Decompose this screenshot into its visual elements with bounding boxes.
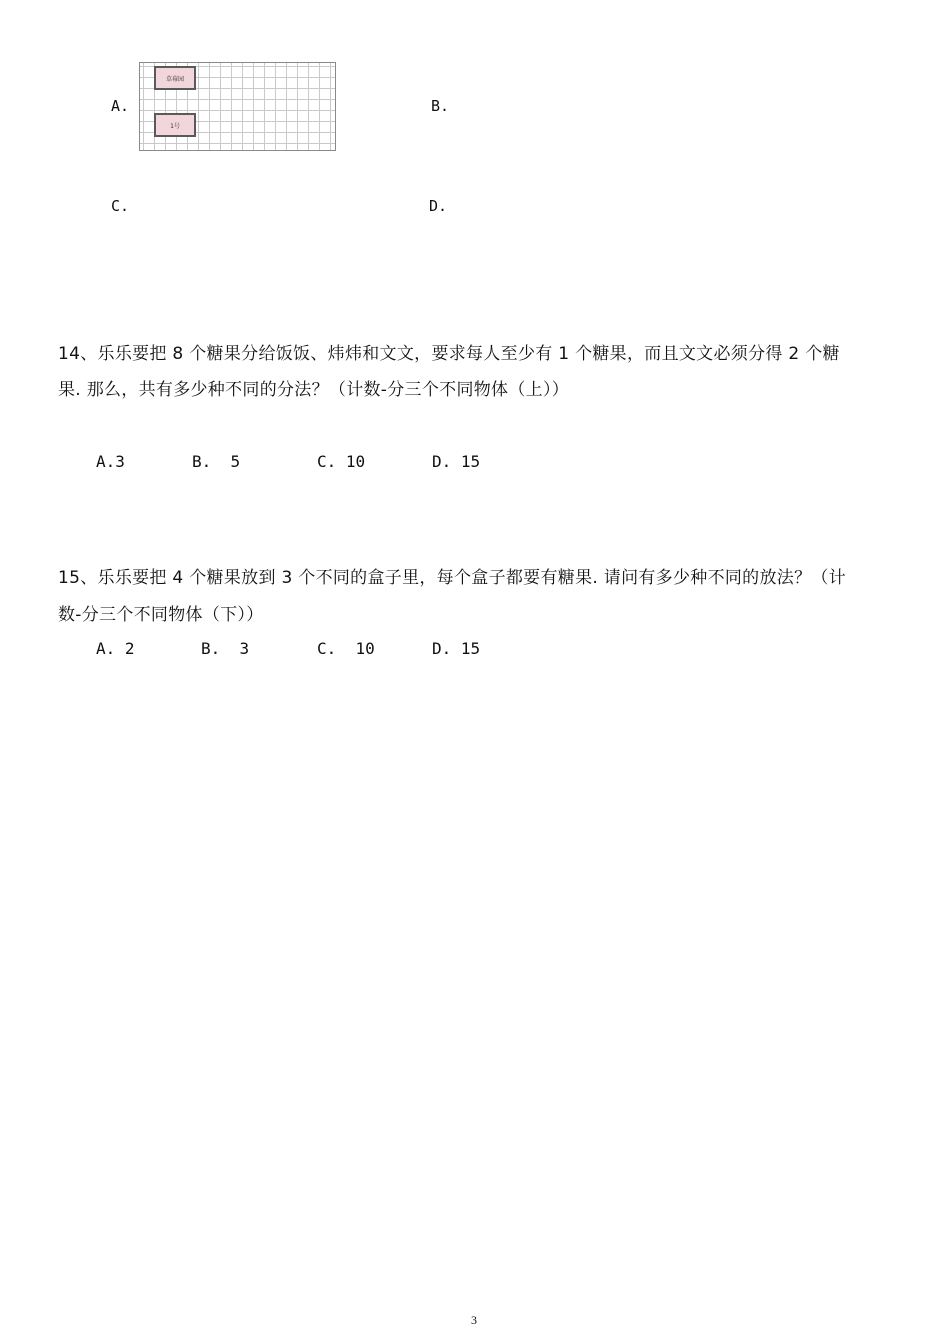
question-14-answer-b: B. 5: [192, 452, 241, 471]
option-a-grid-figure: [139, 62, 336, 151]
grid-box-bottom: [154, 113, 196, 137]
page-number: 3: [471, 1313, 477, 1327]
option-d-label: D.: [429, 197, 448, 215]
question-14-answer-d: D. 15: [432, 452, 481, 471]
question-15-answer-b: B. 3: [201, 639, 250, 658]
question-15-line-2: 数-分三个不同物体（下））: [58, 605, 264, 625]
question-15-answer-c: C. 10: [317, 639, 375, 658]
option-c-label: C.: [111, 197, 130, 215]
option-b-label: B.: [431, 97, 450, 115]
option-a-label: A.: [111, 97, 130, 115]
question-15-answer-a: A. 2: [96, 639, 135, 658]
question-14-line-2: 果. 那么，共有多少种不同的分法？（计数-分三个不同物体（上））: [58, 380, 570, 400]
question-14-line-1: 14、乐乐要把 8 个糖果分给饭饭、炜炜和文文，要求每人至少有 1 个糖果，而且文文必须分得 2 个糖: [58, 344, 840, 364]
grid-box-top: [154, 66, 196, 90]
grid-box-top-label: 草莓园: [165, 75, 184, 83]
question-14-answer-c: C. 10: [317, 452, 366, 471]
question-15-line-1: 15、乐乐要把 4 个糖果放到 3 个不同的盒子里，每个盒子都要有糖果. 请问有多少种不同的放法？（计: [58, 568, 846, 588]
question-15-answer-d: D. 15: [432, 639, 481, 658]
question-14-answer-a: A.3: [96, 452, 125, 471]
grid-box-bottom-label: 1号: [170, 122, 180, 130]
